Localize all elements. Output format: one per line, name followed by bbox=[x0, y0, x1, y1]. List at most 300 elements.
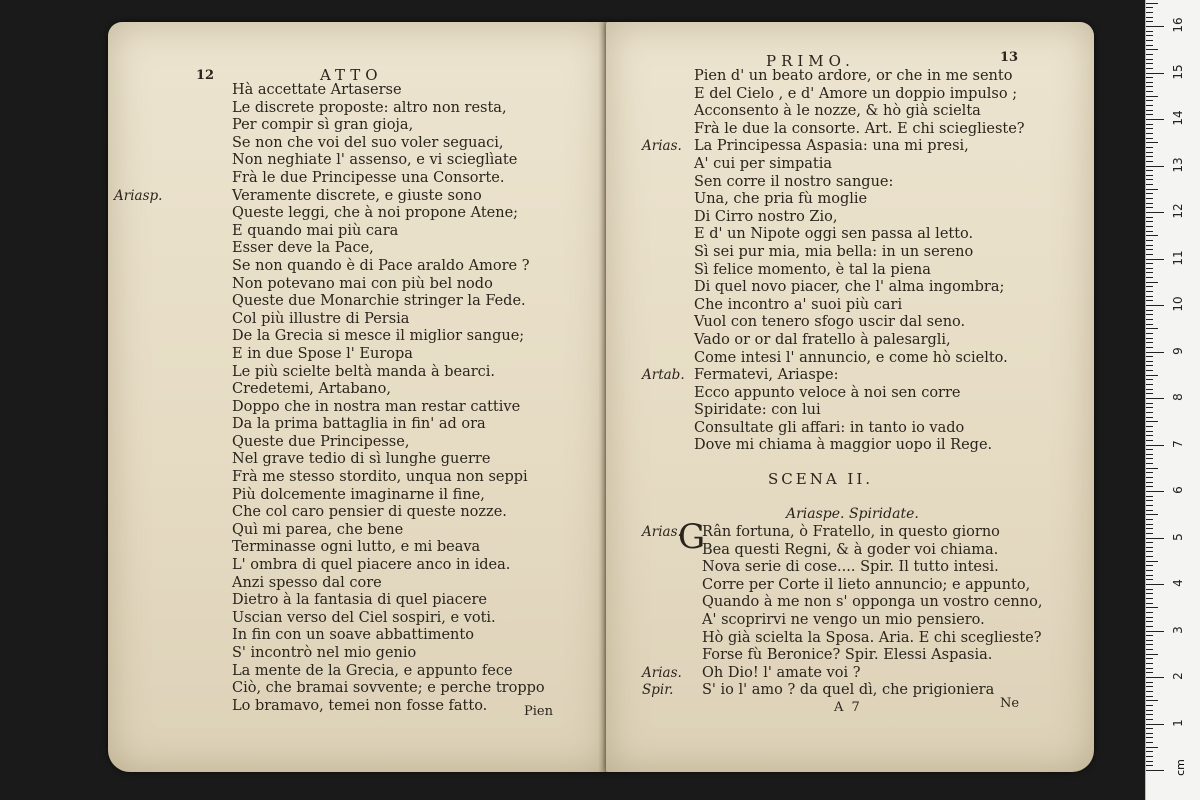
ruler-number: 11 bbox=[1171, 249, 1185, 266]
verse-text: Anzi spesso dal core bbox=[232, 574, 382, 591]
verse-text: Sì sei pur mia, mia bella: in un sereno bbox=[694, 243, 974, 260]
page-number: 12 bbox=[196, 68, 215, 83]
ruler-number: 6 bbox=[1171, 486, 1185, 494]
ruler-number: 5 bbox=[1171, 532, 1185, 541]
ruler-tick bbox=[1146, 152, 1153, 153]
ruler-tick bbox=[1146, 584, 1164, 585]
verse-text: Che incontro a' suoi più cari bbox=[694, 296, 903, 313]
verse-text: Vado or or dal fratello à palesargli, bbox=[694, 331, 951, 348]
verse-text: Le discrete proposte: altro non resta, bbox=[232, 99, 507, 116]
ruler-tick bbox=[1146, 259, 1164, 260]
ruler-tick bbox=[1146, 82, 1153, 83]
ruler-tick bbox=[1146, 370, 1153, 371]
ruler-tick bbox=[1146, 347, 1153, 348]
ruler-tick bbox=[1146, 500, 1153, 501]
verse-text: Bea questi Regni, & à goder voi chiama. bbox=[702, 541, 999, 558]
ruler-tick bbox=[1146, 142, 1158, 143]
ruler-tick bbox=[1146, 35, 1153, 36]
verse-text: Quì mi parea, che bene bbox=[232, 521, 404, 538]
ruler-tick bbox=[1146, 765, 1153, 766]
ruler-tick bbox=[1146, 626, 1153, 627]
ruler-tick bbox=[1146, 728, 1153, 729]
text-line bbox=[178, 82, 598, 100]
text-line bbox=[642, 156, 1082, 174]
ruler-tick bbox=[1146, 496, 1153, 497]
ruler-tick bbox=[1146, 528, 1153, 529]
ruler-tick bbox=[1146, 449, 1153, 450]
ruler-tick bbox=[1146, 68, 1153, 69]
ruler-tick bbox=[1146, 342, 1153, 343]
ruler-tick bbox=[1146, 417, 1153, 418]
running-head: ATTO bbox=[320, 66, 383, 84]
ruler-tick bbox=[1146, 59, 1153, 60]
verse-text: Uscian verso del Ciel sospiri, e voti. bbox=[232, 609, 496, 626]
verse-text: Quando à me non s' opponga un vostro cenno, bbox=[702, 594, 1043, 611]
ruler-tick bbox=[1146, 691, 1153, 692]
ruler-tick bbox=[1146, 161, 1153, 162]
ruler-tick bbox=[1146, 100, 1153, 101]
ruler-tick bbox=[1146, 231, 1153, 232]
text-line bbox=[178, 434, 598, 452]
ruler-number: 15 bbox=[1171, 63, 1185, 80]
ruler-tick bbox=[1146, 138, 1153, 139]
ruler-tick bbox=[1146, 398, 1164, 399]
verse-text: S' io l' amo ? da quel dì, che prigioniera bbox=[702, 682, 995, 699]
running-head: PRIMO. bbox=[766, 52, 855, 70]
ruler-tick bbox=[1146, 310, 1153, 311]
ruler-tick bbox=[1146, 742, 1153, 743]
ruler-tick bbox=[1146, 579, 1153, 580]
ruler-tick bbox=[1146, 7, 1153, 8]
signature-mark: A 7 bbox=[834, 700, 862, 715]
ruler-number: 16 bbox=[1171, 17, 1185, 33]
ruler-tick bbox=[1146, 3, 1158, 4]
ruler-tick bbox=[1146, 375, 1158, 376]
measuring-ruler bbox=[1145, 0, 1200, 800]
ruler-tick bbox=[1146, 719, 1153, 720]
text-line bbox=[178, 680, 598, 698]
verse-text: Queste due Monarchie stringer la Fede. bbox=[232, 293, 526, 310]
text-line bbox=[642, 350, 1082, 368]
ruler-tick bbox=[1146, 440, 1153, 441]
verse-text: Vuol con tenero sfogo uscir dal seno. bbox=[694, 314, 966, 331]
ruler-tick bbox=[1146, 463, 1153, 464]
verse-text: Le più scielte beltà manda à bearci. bbox=[232, 363, 496, 380]
verse-text: Che col caro pensier di queste nozze. bbox=[232, 504, 507, 521]
ruler-tick bbox=[1146, 700, 1158, 701]
ruler-tick bbox=[1146, 296, 1153, 297]
ruler-tick bbox=[1146, 17, 1153, 18]
ruler-tick bbox=[1146, 119, 1164, 120]
verse-text: Acconsento à le nozze, & hò già scielta bbox=[694, 103, 981, 120]
verse-text: G Rân fortuna, ò Fratello, in questo giorno bbox=[678, 517, 1000, 557]
ruler-tick bbox=[1146, 672, 1153, 673]
ruler-tick bbox=[1146, 524, 1153, 525]
ruler-tick bbox=[1146, 45, 1153, 46]
verse-text: In fin con un soave abbattimento bbox=[232, 627, 474, 644]
text-line bbox=[642, 402, 1082, 420]
text-line bbox=[178, 557, 598, 575]
ruler-tick bbox=[1146, 352, 1164, 353]
ruler-tick bbox=[1146, 333, 1153, 334]
ruler-tick bbox=[1146, 486, 1153, 487]
verse-text: Frà me stesso stordito, unqua non seppi bbox=[232, 469, 528, 486]
text-line bbox=[178, 223, 598, 241]
ruler-tick bbox=[1146, 710, 1153, 711]
text-line bbox=[642, 314, 1082, 332]
ruler-tick bbox=[1146, 254, 1153, 255]
ruler-tick bbox=[1146, 644, 1153, 645]
verse-text: Pien d' un beato ardore, or che in me sento bbox=[694, 68, 1013, 84]
text-line bbox=[642, 209, 1082, 227]
verse-text: Nova serie di cose.... Spir. Il tutto intesi. bbox=[702, 559, 999, 576]
ruler-tick bbox=[1146, 607, 1158, 608]
text-line bbox=[178, 645, 598, 663]
scene-title: SCENA II. bbox=[768, 470, 874, 488]
ruler-tick bbox=[1146, 756, 1153, 757]
ruler-tick bbox=[1146, 477, 1153, 478]
ruler-tick bbox=[1146, 338, 1153, 339]
verse-text: Dove mi chiama à maggior uopo il Rege. bbox=[694, 437, 993, 454]
ruler-tick bbox=[1146, 147, 1153, 148]
ruler-tick bbox=[1146, 519, 1153, 520]
ruler-number: 14 bbox=[1171, 110, 1185, 126]
text-line bbox=[178, 592, 598, 610]
verse-text: Oh Dio! l' amate voi ? bbox=[702, 664, 861, 681]
text-line bbox=[178, 152, 598, 170]
verse-text: Terminasse ogni lutto, e mi beava bbox=[232, 539, 481, 556]
text-line bbox=[646, 612, 1082, 630]
text-line bbox=[178, 504, 598, 522]
text-line bbox=[178, 487, 598, 505]
verse-text: Da la prima battaglia in fin' ad ora bbox=[232, 416, 486, 433]
ruler-tick bbox=[1146, 286, 1153, 287]
ruler-tick bbox=[1146, 365, 1153, 366]
text-line bbox=[178, 170, 598, 188]
verse-text: Sì felice momento, è tal la piena bbox=[694, 261, 931, 278]
ruler-tick bbox=[1146, 110, 1153, 111]
verse-text: Sen corre il nostro sangue: bbox=[694, 173, 894, 190]
verse-text: Lo bramavo, temei non fosse fatto. bbox=[232, 697, 488, 714]
ruler-tick bbox=[1146, 654, 1158, 655]
speaker-label: Arias. bbox=[642, 138, 682, 155]
ruler-tick bbox=[1146, 128, 1153, 129]
ruler-tick bbox=[1146, 31, 1153, 32]
verse-text: La Principessa Aspasia: una mi presi, bbox=[694, 138, 969, 155]
drop-capital: G bbox=[678, 517, 706, 557]
ruler-tick bbox=[1146, 389, 1153, 390]
ruler-tick bbox=[1146, 179, 1153, 180]
speaker-label: Artab. bbox=[642, 367, 685, 384]
ruler-tick bbox=[1146, 407, 1153, 408]
text-line bbox=[642, 262, 1082, 280]
ruler-tick bbox=[1146, 114, 1153, 115]
scene-text-block bbox=[642, 517, 1082, 700]
text-block bbox=[114, 82, 598, 715]
ruler-tick bbox=[1146, 565, 1153, 566]
ruler-tick bbox=[1146, 426, 1153, 427]
ruler-number: 1 bbox=[1171, 718, 1185, 727]
ruler-tick bbox=[1146, 133, 1153, 134]
text-line bbox=[642, 385, 1082, 403]
verse-text: Credetemi, Artabano, bbox=[232, 381, 391, 398]
ruler-tick bbox=[1146, 435, 1153, 436]
ruler-tick bbox=[1146, 663, 1153, 664]
ruler-tick bbox=[1146, 468, 1158, 469]
ruler-tick bbox=[1146, 63, 1153, 64]
text-line bbox=[642, 244, 1082, 262]
ruler-tick bbox=[1146, 686, 1153, 687]
text-line bbox=[646, 630, 1082, 648]
ruler-tick bbox=[1146, 361, 1153, 362]
right-page bbox=[606, 22, 1094, 772]
ruler-tick bbox=[1146, 189, 1158, 190]
ruler-tick bbox=[1146, 458, 1153, 459]
ruler-number: 2 bbox=[1171, 672, 1185, 680]
text-line bbox=[642, 103, 1082, 121]
text-line bbox=[178, 311, 598, 329]
text-line bbox=[178, 135, 598, 153]
verse-text: Hò già scielta la Sposa. Aria. E chi sceglieste? bbox=[702, 629, 1042, 646]
text-line bbox=[178, 293, 598, 311]
ruler-tick bbox=[1146, 603, 1153, 604]
verse-text: Frà le due la consorte. Art. E chi scieglieste? bbox=[694, 120, 1025, 137]
ruler-tick bbox=[1146, 733, 1153, 734]
speaker-label: Arias. bbox=[642, 524, 682, 540]
ruler-tick bbox=[1146, 556, 1153, 557]
page-number: 13 bbox=[1000, 50, 1019, 65]
ruler-tick bbox=[1146, 245, 1153, 246]
verse-text: Hà accettate Artaserse bbox=[232, 82, 402, 98]
ruler-tick bbox=[1146, 105, 1153, 106]
ruler-tick bbox=[1146, 761, 1153, 762]
text-line bbox=[642, 174, 1082, 192]
verse-text: Di Cirro nostro Zio, bbox=[694, 208, 838, 225]
ruler-number: 7 bbox=[1171, 439, 1185, 448]
ruler-tick bbox=[1146, 598, 1153, 599]
ruler-tick bbox=[1146, 542, 1153, 543]
text-line bbox=[178, 399, 598, 417]
text-line bbox=[178, 416, 598, 434]
ruler-number: 4 bbox=[1171, 579, 1185, 587]
ruler-tick bbox=[1146, 198, 1153, 199]
ruler-tick bbox=[1146, 166, 1164, 167]
verse-text: Nel grave tedio di sì lunghe guerre bbox=[232, 451, 491, 468]
text-line bbox=[178, 205, 598, 223]
ruler-tick bbox=[1146, 272, 1153, 273]
ruler-tick bbox=[1146, 482, 1153, 483]
text-line bbox=[646, 647, 1082, 665]
text-line bbox=[178, 258, 598, 276]
ruler-tick bbox=[1146, 533, 1153, 534]
verse-text: Queste due Principesse, bbox=[232, 433, 410, 450]
ruler-tick bbox=[1146, 91, 1153, 92]
ruler-tick bbox=[1146, 124, 1153, 125]
ruler-tick bbox=[1146, 184, 1153, 185]
ruler-tick bbox=[1146, 705, 1153, 706]
ruler-tick bbox=[1146, 714, 1153, 715]
text-line bbox=[178, 100, 598, 118]
verse-text: Non neghiate l' assenso, e vi scieglìate bbox=[232, 152, 518, 169]
verse-text: Più dolcemente imaginarne il fine, bbox=[232, 486, 485, 503]
ruler-tick bbox=[1146, 635, 1153, 636]
verse-text: Ciò, che bramai sovvente; e perche troppo bbox=[232, 680, 545, 697]
verse-text: Queste leggi, che à noi propone Atene; bbox=[232, 205, 519, 222]
ruler-tick bbox=[1146, 300, 1153, 301]
ruler-number: 10 bbox=[1171, 296, 1185, 312]
ruler-tick bbox=[1146, 668, 1153, 669]
ruler-tick bbox=[1146, 421, 1158, 422]
ruler-tick bbox=[1146, 235, 1158, 236]
ruler-number: 8 bbox=[1171, 393, 1185, 401]
ruler-tick bbox=[1146, 551, 1153, 552]
verse-text: La mente de la Grecia, e appunto fece bbox=[232, 662, 513, 679]
ruler-tick bbox=[1146, 193, 1153, 194]
ruler-tick bbox=[1146, 589, 1153, 590]
ruler-tick bbox=[1146, 593, 1153, 594]
verse-text: Consultate gli affari: in tanto io vado bbox=[694, 419, 965, 436]
left-page bbox=[108, 22, 608, 772]
ruler-tick bbox=[1146, 570, 1153, 571]
ruler-number: 9 bbox=[1171, 346, 1185, 355]
ruler-tick bbox=[1146, 575, 1153, 576]
verse-text: Col più illustre di Persia bbox=[232, 310, 410, 327]
ruler-tick bbox=[1146, 277, 1153, 278]
text-line bbox=[178, 364, 598, 382]
verse-text: Fermatevi, Ariaspe: bbox=[694, 367, 839, 384]
ruler-tick bbox=[1146, 547, 1153, 548]
ruler-tick bbox=[1146, 175, 1153, 176]
ruler-tick bbox=[1146, 724, 1164, 725]
ruler-number: 12 bbox=[1171, 203, 1185, 219]
ruler-tick bbox=[1146, 491, 1164, 492]
ruler-tick bbox=[1146, 207, 1153, 208]
verse-text: Frà le due Principesse una Consorte. bbox=[232, 169, 505, 186]
verse-text: Dietro à la fantasia di quel piacere bbox=[232, 592, 487, 609]
verse-text: A' scoprirvi ne vengo un mio pensiero. bbox=[702, 611, 985, 628]
text-line bbox=[114, 187, 598, 206]
verse-text: Se non quando è di Pace araldo Amore ? bbox=[232, 257, 530, 274]
verse-text: Doppo che in nostra man restar cattive bbox=[232, 398, 521, 415]
text-line bbox=[178, 627, 598, 645]
text-line bbox=[642, 138, 1082, 156]
catchword: Pien bbox=[524, 704, 553, 719]
ruler-tick bbox=[1146, 445, 1164, 446]
ruler-tick bbox=[1146, 696, 1153, 697]
ruler-tick bbox=[1146, 431, 1153, 432]
ruler-tick bbox=[1146, 751, 1153, 752]
text-line bbox=[646, 559, 1082, 577]
text-line bbox=[178, 469, 598, 487]
verse-text: S' incontrò nel mio genio bbox=[232, 645, 417, 661]
text-line bbox=[646, 594, 1082, 612]
verse-text: E del Cielo , e d' Amore un doppio impulso ; bbox=[694, 85, 1018, 102]
ruler-tick bbox=[1146, 770, 1164, 771]
text-line bbox=[178, 539, 598, 557]
text-line bbox=[178, 328, 598, 346]
ruler-tick bbox=[1146, 240, 1153, 241]
text-line bbox=[178, 240, 598, 258]
text-line bbox=[642, 664, 1082, 683]
ruler-tick bbox=[1146, 319, 1153, 320]
ruler-tick bbox=[1146, 621, 1153, 622]
ruler-tick bbox=[1146, 393, 1153, 394]
text-line bbox=[178, 663, 598, 681]
ruler-tick bbox=[1146, 677, 1164, 678]
text-line bbox=[642, 279, 1082, 297]
speaker-label: Arias. bbox=[642, 664, 682, 681]
ruler-tick bbox=[1146, 221, 1153, 222]
ruler-number: 3 bbox=[1171, 625, 1185, 634]
verse-text: Come intesi l' annuncio, e come hò scielto. bbox=[694, 349, 1008, 366]
text-line bbox=[642, 437, 1082, 455]
ruler-tick bbox=[1146, 249, 1153, 250]
ruler-tick bbox=[1146, 86, 1153, 87]
text-line bbox=[642, 86, 1082, 104]
ruler-tick bbox=[1146, 263, 1153, 264]
ruler-tick bbox=[1146, 412, 1153, 413]
text-line bbox=[642, 226, 1082, 244]
ruler-tick bbox=[1146, 217, 1153, 218]
speaker-label: Spir. bbox=[642, 682, 674, 699]
verse-text: Esser deve la Pace, bbox=[232, 240, 374, 257]
ruler-tick bbox=[1146, 40, 1153, 41]
ruler-unit-label: cm bbox=[1173, 759, 1187, 776]
ruler-tick bbox=[1146, 510, 1153, 511]
ruler-tick bbox=[1146, 12, 1153, 13]
ruler-tick bbox=[1146, 305, 1164, 306]
ruler-tick bbox=[1146, 203, 1153, 204]
text-line bbox=[646, 577, 1082, 595]
verse-text: L' ombra di quel piacere anco in idea. bbox=[232, 557, 511, 574]
ruler-tick bbox=[1146, 682, 1153, 683]
ruler-tick bbox=[1146, 472, 1153, 473]
ruler-number: 13 bbox=[1171, 156, 1185, 173]
text-line bbox=[178, 522, 598, 540]
text-line bbox=[178, 381, 598, 399]
verse-text: Corre per Corte il lieto annuncio; e appunto, bbox=[702, 576, 1031, 593]
text-line bbox=[178, 276, 598, 294]
ruler-tick bbox=[1146, 268, 1153, 269]
text-line bbox=[178, 346, 598, 364]
text-line bbox=[642, 367, 1082, 385]
ruler-tick bbox=[1146, 96, 1158, 97]
ruler-tick bbox=[1146, 403, 1153, 404]
ruler-tick bbox=[1146, 747, 1158, 748]
verse-text: Spiridate: con lui bbox=[694, 402, 821, 419]
ruler-tick bbox=[1146, 156, 1153, 157]
ruler-tick bbox=[1146, 26, 1164, 27]
ruler-tick bbox=[1146, 737, 1153, 738]
ruler-tick bbox=[1146, 324, 1153, 325]
catchword: Ne bbox=[1000, 696, 1020, 711]
ruler-tick bbox=[1146, 514, 1158, 515]
verse-text: De la Grecia si mesce il miglior sangue; bbox=[232, 328, 525, 345]
ruler-tick bbox=[1146, 505, 1153, 506]
ruler-tick bbox=[1146, 314, 1153, 315]
verse-text: Non potevano mai con più bel nodo bbox=[232, 275, 493, 292]
ruler-tick bbox=[1146, 328, 1158, 329]
text-line bbox=[178, 451, 598, 469]
text-line bbox=[178, 610, 598, 628]
ruler-tick bbox=[1146, 54, 1153, 55]
verse-text: Forse fù Beronice? Spir. Elessi Aspasia. bbox=[702, 647, 993, 664]
text-line bbox=[642, 191, 1082, 209]
ruler-tick bbox=[1146, 617, 1153, 618]
ruler-tick bbox=[1146, 379, 1153, 380]
verse-text: A' cui per simpatia bbox=[694, 155, 833, 172]
speaker-label: Ariasp. bbox=[114, 187, 163, 204]
